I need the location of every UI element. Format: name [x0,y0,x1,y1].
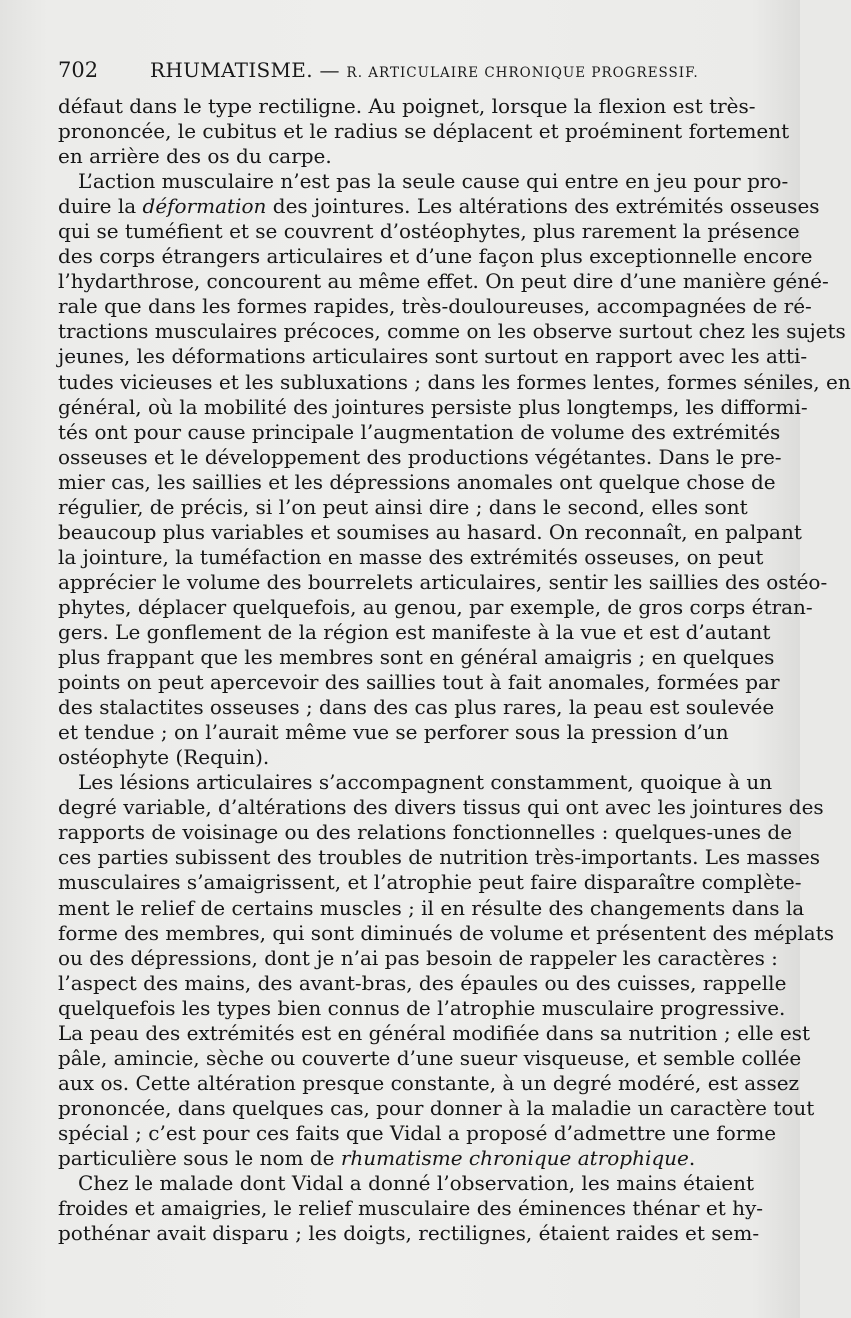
paragraph-start-line: Les lésions articulaires s’accompagnent constamment, quoique à un [78,770,773,795]
text-line: mier cas, les saillies et les dépressions anomales ont quelque chose de [58,469,776,494]
text-line: quelquefois les types bien connus de l’atrophie musculaire progressive. [58,995,786,1020]
body-text [58,94,851,1246]
paragraph-start-line: Chez le malade dont Vidal a donné l’observation, les mains étaient [78,1171,755,1196]
text-line: froides et amaigries, le relief musculaire des éminences thénar et hy- [58,1196,764,1221]
running-head [58,58,742,88]
running-title-main: RHUMATISME. [150,58,313,82]
text-line: défaut dans le type rectiligne. Au poignet, lorsque la flexion est très- [58,94,756,118]
text-line: forme des membres, qui sont diminués de volume et présentent des méplats [58,920,834,945]
italic-term: déformation [142,194,267,219]
running-title [150,58,699,82]
text-line [58,194,820,219]
text-line: jeunes, les déformations articulaires sont surtout en rapport avec les atti- [58,344,808,369]
text-line: ou des dépressions, dont je n’ai pas besoin de rappeler les caractères : [58,945,778,970]
text-line: la jointure, la tuméfaction en masse des extrémités osseuses, on peut [58,544,764,569]
text-line: rapports de voisinage ou des relations fonctionnelles : quelques-unes de [58,820,793,845]
text-line: l’aspect des mains, des avant-bras, des épaules ou des cuisses, rappelle [58,970,787,995]
text-line: ostéophyte (Requin). [58,745,270,770]
text-fragment: duire la [58,194,143,219]
text-line: ment le relief de certains muscles ; il en résulte des changements dans la [58,895,805,920]
text-line: aux os. Cette altération presque constante, à un degré modéré, est assez [58,1070,800,1095]
text-line: degré variable, d’altérations des divers tissus qui ont avec les jointures des [58,795,824,820]
text-line: pâle, amincie, sèche ou couverte d’une sueur visqueuse, et semble collée [58,1045,802,1070]
text-line: tudes vicieuses et les subluxations ; dans les formes lentes, formes séniles, en [58,369,851,394]
paragraph-start-line: L’action musculaire n’est pas la seule cause qui entre en jeu pour pro- [78,169,789,194]
text-line [58,1146,728,1171]
text-line: qui se tuméfient et se couvrent d’ostéophytes, plus rarement la présence [58,219,800,244]
text-line: et tendue ; on l’aurait même vue se perforer sous la pression d’un [58,720,729,745]
text-fragment: particulière sous le nom de [58,1145,341,1170]
text-fragment: . [688,1145,696,1170]
text-line: tés ont pour cause principale l’augmentation de volume des extrémités [58,419,781,444]
text-line: points on peut apercevoir des saillies tout à fait anomales, formées par [58,670,780,695]
text-line: La peau des extrémités est en général modifiée dans sa nutrition ; elle est [58,1020,811,1045]
running-title-separator: — [319,58,340,82]
text-line: plus frappant que les membres sont en général amaigris ; en quelques [58,645,775,670]
text-line: beaucoup plus variables et soumises au hasard. On reconnaît, en palpant [58,519,802,544]
text-line: l’hydarthrose, concourent au même effet. On peut dire d’une manière géné- [58,269,829,294]
text-fragment: des jointures. Les altérations des extrémités osseuses [266,194,820,219]
text-line: tractions musculaires précoces, comme on les observe surtout chez les sujets [58,319,846,344]
text-line: phytes, déplacer quelquefois, au genou, par exemple, de gros corps étran- [58,594,813,619]
page-number: 702 [58,58,99,82]
text-line: régulier, de précis, si l’on peut ainsi dire ; dans le second, elles sont [58,494,748,519]
text-line: général, où la mobilité des jointures persiste plus longtemps, les difformi- [58,394,808,419]
text-line: prononcée, dans quelques cas, pour donner à la maladie un caractère tout [58,1095,815,1120]
text-line: gers. Le gonflement de la région est manifeste à la vue et est d’autant [58,619,771,644]
text-line: des stalactites osseuses ; dans des cas plus rares, la peau est soulevée [58,695,775,720]
text-line: ces parties subissent des troubles de nutrition très-importants. Les masses [58,845,821,870]
text-line: des corps étrangers articulaires et d’une façon plus exceptionnelle encore [58,244,813,269]
text-line: en arrière des os du carpe. [58,144,332,169]
text-line: rale que dans les formes rapides, très-douloureuses, accompagnées de ré- [58,294,812,319]
text-line: apprécier le volume des bourrelets articulaires, sentir les saillies des ostéo- [58,569,828,594]
text-line: pothénar avait disparu ; les doigts, rectilignes, étaient raides et sem- [58,1221,760,1246]
text-line: osseuses et le développement des productions végétantes. Dans le pre- [58,444,782,469]
text-line: spécial ; c’est pour ces faits que Vidal a proposé d’admettre une forme [58,1120,777,1145]
italic-term: rhumatisme chronique atrophique [340,1145,689,1170]
text-line: musculaires s’amaigrissent, et l’atrophie peut faire disparaître complète- [58,870,802,895]
running-title-subtitle: R. ARTICULAIRE CHRONIQUE PROGRESSIF. [346,65,699,81]
text-line: prononcée, le cubitus et le radius se déplacent et proéminent fortement [58,119,790,144]
